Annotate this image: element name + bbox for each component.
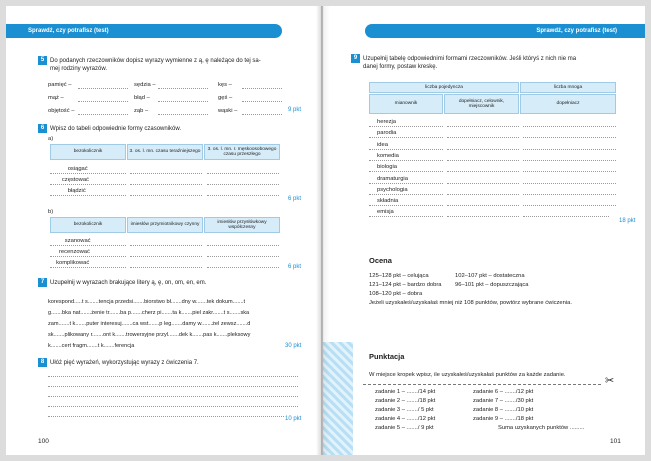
answer-line [447,171,519,172]
task-8 [38,358,199,367]
answer-line [369,171,443,172]
score-item: zadanie 2 – ......./18 pkt [375,398,436,404]
answer-line [207,173,279,174]
table-header-dative: dopełniacz, celownik, miejscownik [444,94,519,114]
score-item: zadanie 9 – ......./18 pkt [473,416,534,422]
writing-line [48,416,284,417]
answer-line [50,173,126,174]
task-6 [38,124,181,133]
right-header-bar: Sprawdź, czy potrafisz (test) [365,24,645,38]
grade-item: 108–120 pkt – dobra [369,291,423,297]
table-a-header-3: 3. os. l. mn. r. męskoosobowego czasu przeszłego [204,144,280,160]
left-page [6,6,322,455]
answer-line [447,194,519,195]
answer-line [523,216,609,217]
table-a-header-2: 3. os. l. mn. czasu teraźniejszego [127,144,203,160]
answer-line [158,114,208,115]
task-7-line: zam.......t k.......puter interesuj.......ca wst.......p leg.......damy w.......żel zewsz.......d [48,321,251,327]
table-header-singular: liczba pojedyncza [369,82,519,93]
table-row-verb: błądzić [67,188,86,194]
task-6-number: 6 [38,124,47,133]
task-5-word: błąd – [134,95,150,101]
task-6-b-label: b) [48,209,54,215]
answer-line [523,126,616,127]
answer-line [130,245,202,246]
task-7-line: sk.......plikowany r.......ont k.......trowersyjne przyl.......dek k.......pas k.......pleksowy [48,332,251,338]
answer-line [447,183,519,184]
ocena-note: Jeżeli uzyskałeś/uzyskałaś mniej niż 108 punktów, powtórz wybrane ćwiczenia. [369,300,572,306]
answer-line [130,267,202,268]
task-5-word: ząb – [134,108,149,114]
task-8-points: 10 pkt [285,416,302,422]
task-8-text: Ułóż pięć wyrażeń, wykorzystując wyrazy z ćwiczenia 7. [50,360,199,367]
ocena-title: Ocena [369,256,392,265]
punktacja-text: W miejsce kropek wpisz, ile uzyskałeś/uzyskałaś punktów za każde zadanie. [369,372,566,378]
table-header-nominative: mianownik [369,94,443,114]
task-5 [38,56,308,73]
answer-line [130,256,202,257]
table-row-verb: osiągać [67,166,88,172]
answer-line [523,194,616,195]
answer-line [130,184,202,185]
task-9-text-2: danej formy, postaw kreskę. [363,64,438,71]
answer-line [50,195,126,196]
task-6-text: Wpisz do tabeli odpowiednie formy czasowników. [50,126,182,133]
table-row-noun: składnia [377,198,399,205]
answer-line [369,194,443,195]
table-header-plural: liczba mnoga [520,82,616,93]
answer-line [207,184,279,185]
score-item: zadanie 5 – ......./ 9 pkt [375,425,434,431]
punktacja-title: Punktacja [369,352,405,361]
task-5-text-2: mej rodziny wyrazów. [50,66,108,73]
score-item: zadanie 3 – ......./ 5 pkt [375,407,434,413]
task-5-points: 9 pkt [288,107,302,113]
task-7-text: Uzupełnij w wyrazach brakujące litery ą, ę, on, om, en, em. [50,280,207,287]
task-5-number: 5 [38,56,47,65]
answer-line [78,101,128,102]
grade-item: 96–101 pkt – dopuszczająca [455,282,529,288]
table-row-noun: biologia [377,164,397,171]
answer-line [242,88,282,89]
score-item: zadanie 8 – ......./10 pkt [473,407,534,413]
writing-line [48,376,298,377]
table-row-noun: komedia [377,152,399,159]
answer-line [242,101,282,102]
table-b-header-3: imiesłów przysłówkowy współczesny [204,217,280,233]
answer-line [369,149,443,150]
task-9-points: 18 pkt [619,218,636,224]
table-a-header-1: bezokolicznik [50,144,126,160]
left-header-bar: Sprawdź, czy potrafisz (test) [6,24,282,38]
table-row-noun: psychologia [377,186,408,193]
answer-line [50,256,126,257]
task-5-word: kęs – [218,82,232,88]
scissors-icon: ✂ [605,375,615,387]
answer-line [523,149,616,150]
task-7-line: korespond.....t s.......tencja przedsi.......biorstwo bł.......dny w.......tek dokum.......t [48,299,246,305]
answer-line [447,126,519,127]
answer-line [447,149,519,150]
table-row-noun: parodia [377,130,397,137]
answer-line [447,216,519,217]
task-5-word: gęś – [218,95,233,101]
table-row-noun: dramaturgia [377,175,408,182]
task-5-text-1: Do podanych rzeczowników dopisz wyrazy wymienne z ą, ę należące do tej sa- [50,58,261,65]
answer-line [207,195,279,196]
table-row-noun: herezja [377,119,397,125]
answer-line [523,171,616,172]
answer-line [78,88,128,89]
score-item: zadanie 6 – ......./12 pkt [473,389,534,395]
table-row-verb: recenzować [59,249,90,255]
answer-line [242,114,282,115]
table-b-header-2: imiesłów przymiotnikowy czynny [127,217,203,233]
answer-line [523,183,616,184]
task-7-line: g.......bka nat.......żenie tr.......ba p.......cherz pi.......ta k.......piel zakr.......t s.......ska [48,310,250,316]
answer-line [369,160,443,161]
task-9-number: 9 [351,54,360,63]
task-5-word: wąski – [218,108,238,114]
task-6a-points: 6 pkt [288,196,302,202]
task-5-word: sędzia – [134,82,156,88]
writing-line [48,386,298,387]
task-8-number: 8 [38,358,47,367]
page-number-right: 101 [610,438,621,445]
score-item: zadanie 7 – ......./30 pkt [473,398,534,404]
answer-line [369,126,443,127]
punktacja-sum: Suma uzyskanych punktów ......... [498,425,585,431]
table-row-verb: szanować [64,238,91,244]
table-row-verb: częstować [61,177,89,183]
task-5-word: pamięć – [48,82,72,88]
answer-line [207,267,279,268]
grade-item: 125–128 pkt – celująca [369,273,429,279]
writing-line [48,406,298,407]
decorative-pattern-band [323,342,353,455]
answer-line [523,205,616,206]
task-6-a-label: a) [48,136,54,142]
task-6b-points: 6 pkt [288,264,302,270]
answer-line [369,183,443,184]
task-5-word: objętość – [48,108,75,114]
answer-line [50,245,126,246]
answer-line [447,160,519,161]
answer-line [369,216,443,217]
answer-line [158,101,208,102]
answer-line [207,256,279,257]
grade-item: 121–124 pkt – bardzo dobra [369,282,442,288]
grade-item: 102–107 pkt – dostateczna [455,273,525,279]
answer-line [130,173,202,174]
task-7-points: 30 pkt [285,343,302,349]
score-item: zadanie 1 – ......./14 pkt [375,389,436,395]
answer-line [130,195,202,196]
answer-line [447,137,519,138]
cut-line [363,384,601,385]
task-9 [351,54,636,71]
table-b-header-1: bezokolicznik [50,217,126,233]
answer-line [523,160,616,161]
answer-line [447,205,519,206]
table-row-noun: idea [377,141,388,148]
task-7-line: k.......cert fragm.......t k.......ferencja [48,343,135,349]
right-page [323,6,645,455]
task-7-number: 7 [38,278,47,287]
answer-line [158,88,208,89]
writing-line [48,396,298,397]
table-header-genitive: dopełniacz [520,94,616,114]
task-9-text-1: Uzupełnij tabelę odpowiednimi formami rzeczowników. Jeśli któryś z nich nie ma [363,56,577,63]
answer-line [369,205,443,206]
answer-line [523,137,616,138]
score-item: zadanie 4 – ......./12 pkt [375,416,436,422]
answer-line [369,137,443,138]
task-7 [38,278,206,287]
answer-line [50,267,126,268]
table-row-verb: komplikować [56,260,90,266]
answer-line [78,114,128,115]
table-row-noun: emisja [377,209,394,216]
page-number-left: 100 [38,438,49,445]
answer-line [50,184,126,185]
answer-line [207,245,279,246]
task-5-word: mąż – [48,95,64,101]
